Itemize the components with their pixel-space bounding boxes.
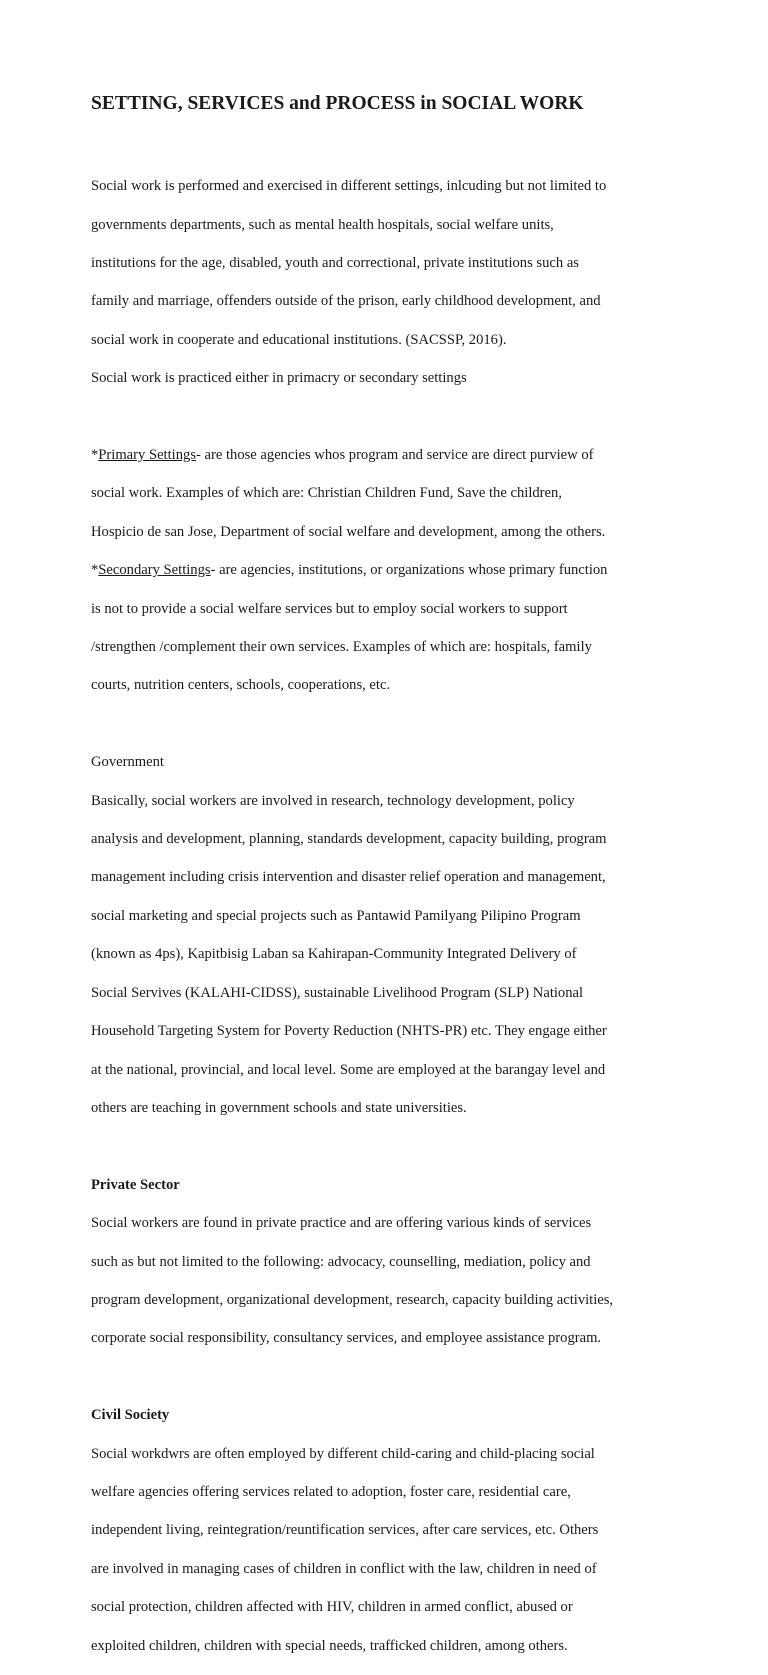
primary-line: social work. Examples of which are: Christian Children Fund, Save the children, xyxy=(91,485,562,502)
intro-line: Social work is performed and exercised in different settings, inlcuding but not limited to xyxy=(91,178,607,195)
government-section xyxy=(91,734,691,1137)
civil-society-line: social protection, children affected with HIV, children in armed conflict, abused or xyxy=(91,1599,573,1616)
primary-settings-term: Primary Settings xyxy=(98,447,196,464)
civil-society-line: exploited children, children with special needs, trafficked children, among others. xyxy=(91,1637,568,1654)
intro-paragraph xyxy=(91,158,691,408)
private-sector-line: program development, organizational development, research, capacity building activities, xyxy=(91,1291,614,1308)
secondary-line: /strengthen /complement their own services. Examples of which are: hospitals, family xyxy=(91,639,592,656)
private-sector-heading: Private Sector xyxy=(91,1176,180,1193)
government-line: Household Targeting System for Poverty Reduction (NHTS-PR) etc. They engage either xyxy=(91,1023,607,1040)
civil-society-heading: Civil Society xyxy=(91,1407,170,1424)
primary-prefix: * xyxy=(91,447,99,464)
civil-society-line: Social workdwrs are often employed by different child-caring and child-placing social xyxy=(91,1445,595,1462)
government-line: management including crisis intervention and disaster relief operation and management, xyxy=(91,869,606,886)
secondary-settings-rest: - are agencies, institutions, or organizations whose primary function xyxy=(210,562,608,579)
spacer xyxy=(91,1368,691,1387)
private-sector-line: Social workers are found in private practice and are offering various kinds of services xyxy=(91,1215,592,1232)
document-page xyxy=(91,92,691,1675)
intro-line: Social work is practiced either in primacry or secondary settings xyxy=(91,370,467,387)
spacer xyxy=(91,1137,691,1156)
secondary-prefix: * xyxy=(91,562,99,579)
primary-line: Hospicio de san Jose, Department of social welfare and development, among the others. xyxy=(91,523,606,540)
government-line: analysis and development, planning, standards development, capacity building, program xyxy=(91,831,607,848)
government-line: social marketing and special projects such as Pantawid Pamilyang Pilipino Program xyxy=(91,907,581,924)
government-heading: Government xyxy=(91,754,164,771)
government-line: Social Servives (KALAHI-CIDSS), sustainable Livelihood Program (SLP) National xyxy=(91,984,584,1001)
secondary-settings-line xyxy=(91,561,691,580)
civil-society-section xyxy=(91,1387,691,1675)
government-line: at the national, provincial, and local level. Some are employed at the barangay level and xyxy=(91,1061,606,1078)
primary-settings-rest: - are those agencies whos program and service are direct purview of xyxy=(196,447,594,464)
primary-settings-line xyxy=(91,446,691,465)
settings-paragraph xyxy=(91,427,691,715)
civil-society-line: are involved in managing cases of children in conflict with the law, children in need of xyxy=(91,1560,597,1577)
intro-line: institutions for the age, disabled, youth and correctional, private institutions such as xyxy=(91,255,579,272)
secondary-line: courts, nutrition centers, schools, cooperations, etc. xyxy=(91,677,391,694)
private-sector-section xyxy=(91,1157,691,1368)
intro-line: social work in cooperate and educational institutions. (SACSSP, 2016). xyxy=(91,331,507,348)
civil-society-line: independent living, reintegration/reuntification services, after care services, etc. Others xyxy=(91,1522,599,1539)
private-sector-line: such as but not limited to the following: advocacy, counselling, mediation, policy and xyxy=(91,1253,591,1270)
government-line: Basically, social workers are involved in research, technology development, policy xyxy=(91,792,575,809)
civil-society-line: welfare agencies offering services related to adoption, foster care, residential care, xyxy=(91,1483,571,1500)
spacer xyxy=(91,408,691,427)
intro-line: governments departments, such as mental health hospitals, social welfare units, xyxy=(91,216,554,233)
intro-line: family and marriage, offenders outside of the prison, early childhood development, and xyxy=(91,293,601,310)
private-sector-line: corporate social responsibility, consultancy services, and employee assistance program. xyxy=(91,1330,602,1347)
government-line: (known as 4ps), Kapitbisig Laban sa Kahirapan-Community Integrated Delivery of xyxy=(91,946,577,963)
spacer xyxy=(91,715,691,734)
secondary-line: is not to provide a social welfare services but to employ social workers to support xyxy=(91,600,568,617)
government-line: others are teaching in government schools and state universities. xyxy=(91,1099,467,1116)
secondary-settings-term: Secondary Settings xyxy=(98,562,211,579)
document-title: SETTING, SERVICES and PROCESS in SOCIAL WORK xyxy=(91,93,584,114)
